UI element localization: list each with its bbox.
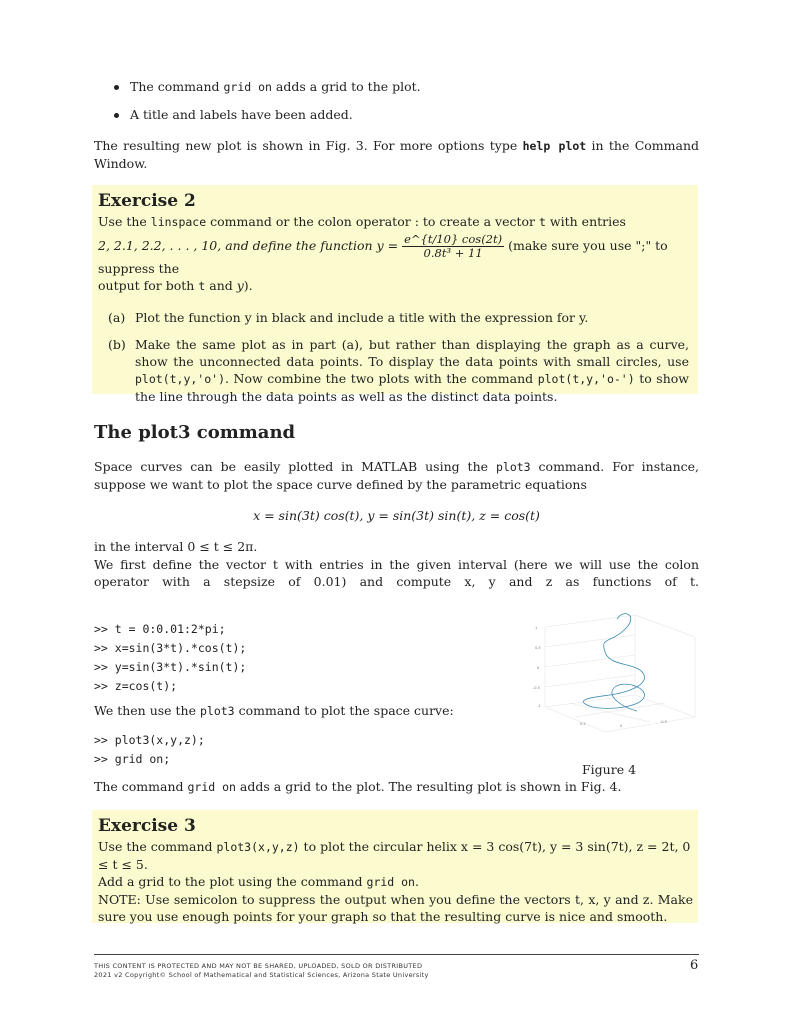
page-number: 6 [690,958,699,973]
grid-paragraph: The command grid on adds a grid to the plot. The resulting plot is shown in Fig. 4. [94,779,622,794]
exercise-3-line3: NOTE: Use semicolon to suppress the output when you define the vectors t, x, y and z. Make sure you use enough points for your graph so that the resulting curve is nice and smooth. [98,892,693,924]
exercise-2-line3: output for both t and y). [98,278,253,293]
function-fraction: $\frac{e\^{}\{t/10\} \cos(2t)}{\text{0.8t³ + 11}}$ [404,232,503,260]
code-line: >> z=cos(t); [94,679,178,693]
svg-text:0: 0 [537,666,540,670]
define-paragraph: We first define the vector t with entries in the given interval (here we will use the colon operator with a stepsize of 0.01) and compute x, y and z as functions of t. [94,557,699,589]
exercise-3-line1: Use the command plot3(x,y,z) to plot the circular helix x = 3 cos(7t), y = 3 sin(7t), z = 2t, 0 ≤ t ≤ 5. [98,839,691,872]
parametric-equations: x = sin(3t) cos(t), y = sin(3t) sin(t), z = cos(t) [253,508,540,523]
exercise-2-line2: 2, 2.1, 2.2, . . . , 10, and define the function y = $\frac{e\^{}\{t/10\} \cos(2t)}{\text{0.8t³ + 11}}$ (make sure you use ";" to suppress the [98,232,668,276]
exercise-3-title: Exercise 3 [98,816,196,836]
bullet-item: The command grid on adds a grid to the plot. [112,78,712,96]
bullet-dot [114,113,119,118]
plot-grid [545,615,695,732]
then-paragraph: We then use the plot3 command to plot the space curve: [94,703,454,718]
code-line: >> grid on; [94,752,171,766]
code-line: >> plot3(x,y,z); [94,733,205,747]
figure-4-plot [525,607,703,747]
svg-text:0.5: 0.5 [535,646,541,650]
svg-text:0.5: 0.5 [580,722,586,726]
exercise-2-title: Exercise 2 [98,191,196,211]
code-block-1 [94,620,246,696]
svg-text:1: 1 [535,626,538,630]
bullet-list [112,78,712,133]
figure-caption: Figure 4 [582,762,637,777]
interval-text: in the interval 0 ≤ t ≤ 2π. [94,539,258,554]
svg-text:0: 0 [620,724,623,728]
exercise-2-item-a: (a) Plot the function y in black and include a title with the expression for y. [108,310,589,325]
svg-text:-0.5: -0.5 [533,686,540,690]
exercise-3-line2: Add a grid to the plot using the command grid on. [98,874,419,889]
footer-rule [94,954,699,955]
code-line: >> x=sin(3*t).*cos(t); [94,641,247,655]
bullet-item: A title and labels have been added. [112,106,712,123]
section-title: The plot3 command [94,422,296,443]
plot3-paragraph: Space curves can be easily plotted in MATLAB using the plot3 command. For instance, suppose we want to plot the space curve defined by the parametric equations [94,459,700,492]
footer-text: THIS CONTENT IS PROTECTED AND MAY NOT BE SHARED, UPLOADED, SOLD OR DISTRIBUTED 2021 v2 Copyright© School of Mathematical and Statistical Sciences, Arizona State University [94,962,429,979]
exercise-2-box [92,185,698,404]
space-curve [583,614,644,711]
code-line: >> t = 0:0.01:2*pi; [94,622,226,636]
axis-tick-labels [533,626,667,728]
code-block-2 [94,731,205,769]
exercise-2-line1: Use the linspace command or the colon operator : to create a vector t with entries [98,214,626,229]
code-line: >> y=sin(3*t).*sin(t); [94,660,247,674]
bullet-dot [114,85,119,90]
intro-paragraph: The resulting new plot is shown in Fig. 3. For more options type help plot in the Command Window. [94,138,699,171]
exercise-2-item-b: (b) Make the same plot as in part (a), but rather than displaying the graph as a curve, show the unconnected data points. To display the data points with small circles, use plot(t,y,'o'). Now combine the two plots with the command plot(t,y,'o-') to show the line through the data points as well as the distinct data points. [108,337,690,404]
exercise-3-box [92,810,698,923]
svg-text:-0.5: -0.5 [660,720,667,724]
svg-text:-1: -1 [537,704,541,708]
